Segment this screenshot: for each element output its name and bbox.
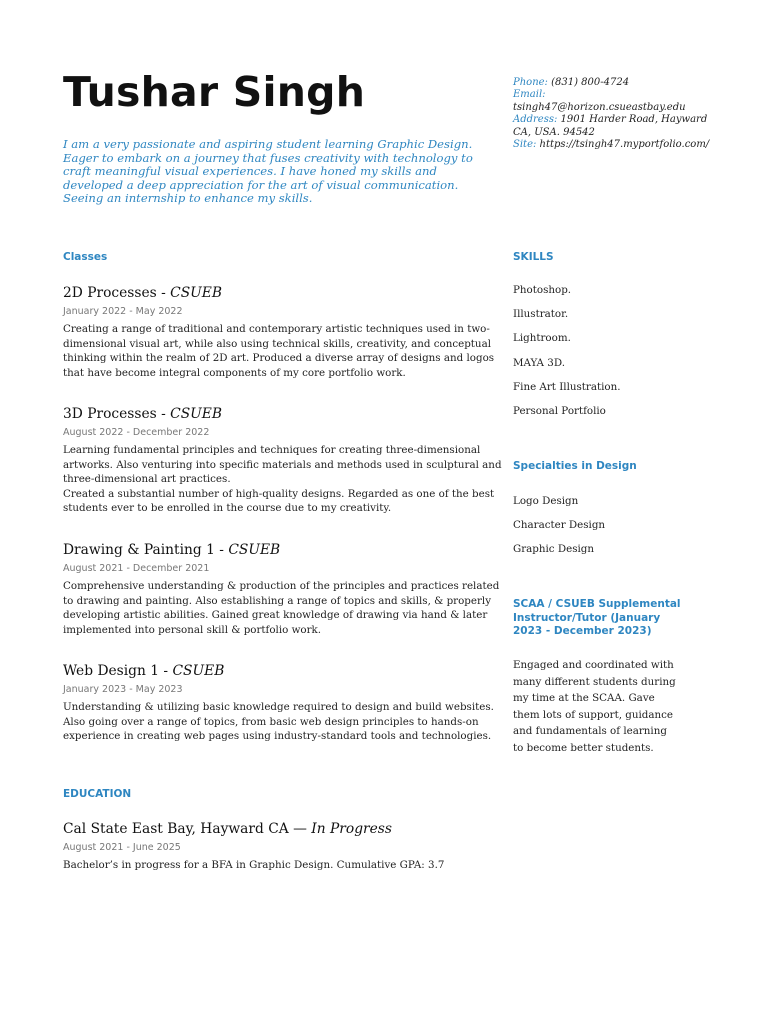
classes-heading: Classes	[63, 251, 108, 263]
summary-text: I am a very passionate and aspiring student learning Graphic Design. Eager to embark on a journey that fuses creativity with technology to craft meaningful visual experiences. I have honed my skills and developed a deep appreciation for the art of visual communication. Seeing an internship to enhance my skills.	[63, 137, 473, 206]
address-line1: 1901 Harder Road, Hayward	[560, 114, 708, 126]
email-value[interactable]: tsingh47@horizon.csueastbay.edu	[513, 101, 686, 113]
skill-item: Photoshop.	[513, 284, 572, 296]
education-status: In Progress	[311, 821, 392, 837]
class-entry-drawing	[63, 541, 503, 637]
skill-item: MAYA 3D.	[513, 356, 565, 369]
entry-dates: January 2023 - May 2023	[63, 684, 183, 695]
entry-description: Creating a range of traditional and contemporary artistic techniques used in two-dimensional visual art, while also using technical skills, creativity, and conceptual thinking within the realm of 2D art. Produced a diverse array of designs and logos that have become integral components of my core portfolio work.	[63, 323, 495, 379]
skills-heading: SKILLS	[513, 251, 554, 263]
class-name: 2D Processes	[63, 285, 157, 301]
contact-block	[513, 77, 713, 151]
title-separator: -	[214, 542, 229, 558]
education-entry	[63, 820, 503, 873]
skill-item: Illustrator.	[513, 308, 569, 321]
phone-label: Phone:	[513, 77, 548, 88]
contact-address-2	[513, 127, 713, 139]
phone-value: (831) 800-4724	[551, 77, 630, 88]
site-label: Site:	[513, 139, 537, 151]
entry-title	[63, 662, 503, 680]
entry-title	[63, 405, 503, 423]
address-line2: CA, USA. 94542	[513, 126, 595, 138]
skill-item: Lightroom.	[513, 332, 571, 345]
school-name: Cal State East Bay,	[63, 821, 196, 837]
entry-title	[63, 541, 503, 559]
specialties-heading: Specialties in Design	[513, 460, 637, 472]
class-org: CSUEB	[172, 663, 225, 679]
class-name: 3D Processes	[63, 406, 157, 422]
title-separator: -	[156, 285, 171, 301]
class-name: Drawing & Painting 1	[63, 542, 215, 558]
class-org: CSUEB	[170, 285, 223, 301]
skill-item: Fine Art Illustration.	[513, 380, 621, 393]
school-location: Hayward CA —	[195, 821, 312, 837]
title-separator: -	[156, 406, 171, 422]
skill-item: Personal Portfolio	[513, 404, 606, 417]
contact-email-label-row	[513, 89, 713, 101]
entry-title	[63, 284, 503, 302]
entry-description: Comprehensive understanding & production of the principles and practices related to drawing and painting. Also establishing a range of topics and skills, & properly developing artistic abilities. Gained great knowledge of drawing via hand & later implemented into personal skill & portfolio work.	[63, 580, 500, 636]
entry-dates: August 2022 - December 2022	[63, 427, 210, 438]
email-label: Email:	[513, 89, 546, 101]
specialty-item: Character Design	[513, 519, 606, 532]
education-title	[63, 820, 503, 838]
class-name: Web Design 1	[63, 663, 160, 679]
contact-address	[513, 114, 713, 126]
class-entry-3d	[63, 405, 503, 516]
contact-phone	[513, 77, 713, 89]
contact-site	[513, 139, 713, 151]
class-org: CSUEB	[170, 406, 223, 422]
page-title: Tushar Singh	[63, 68, 366, 116]
tutor-heading: SCAA / CSUEB Supplemental Instructor/Tutor (January 2023 - December 2023)	[513, 598, 681, 637]
address-label: Address:	[513, 114, 558, 126]
specialty-item: Logo Design	[513, 495, 579, 507]
education-heading: EDUCATION	[63, 788, 132, 800]
specialty-item: Graphic Design	[513, 543, 594, 556]
education-description: Bachelor’s in progress for a BFA in Graphic Design. Cumulative GPA: 3.7	[63, 859, 445, 871]
skills-list	[513, 283, 621, 428]
class-org: CSUEB	[228, 542, 281, 558]
tutor-description: Engaged and coordinated with many different students during my time at the SCAA. Gave them lots of support, guidance and fundamentals of learning to become better students.	[513, 659, 676, 754]
class-entry-2d	[63, 284, 503, 380]
education-dates: August 2021 - June 2025	[63, 842, 181, 853]
class-entry-web	[63, 662, 503, 744]
entry-description: Learning fundamental principles and techniques for creating three-dimensional artworks. Also venturing into specific materials and methods used in sculptural and three-dimensional art practices.	[63, 444, 502, 486]
site-link[interactable]: https://tsingh47.myportfolio.com/	[539, 139, 710, 151]
contact-email	[513, 102, 713, 114]
title-separator: -	[159, 663, 173, 679]
entry-description-2: Created a substantial number of high-quality designs. Regarded as one of the best students ever to be enrolled in the course due to my creativity.	[63, 487, 495, 515]
specialties-list	[513, 494, 605, 567]
entry-dates: August 2021 - December 2021	[63, 563, 210, 574]
entry-dates: January 2022 - May 2022	[63, 306, 183, 317]
entry-description: Understanding & utilizing basic knowledge required to design and build websites. Also going over a range of topics, from basic web design principles to hands-on experience in creating web pages using industry-standard tools and technologies.	[63, 701, 494, 743]
